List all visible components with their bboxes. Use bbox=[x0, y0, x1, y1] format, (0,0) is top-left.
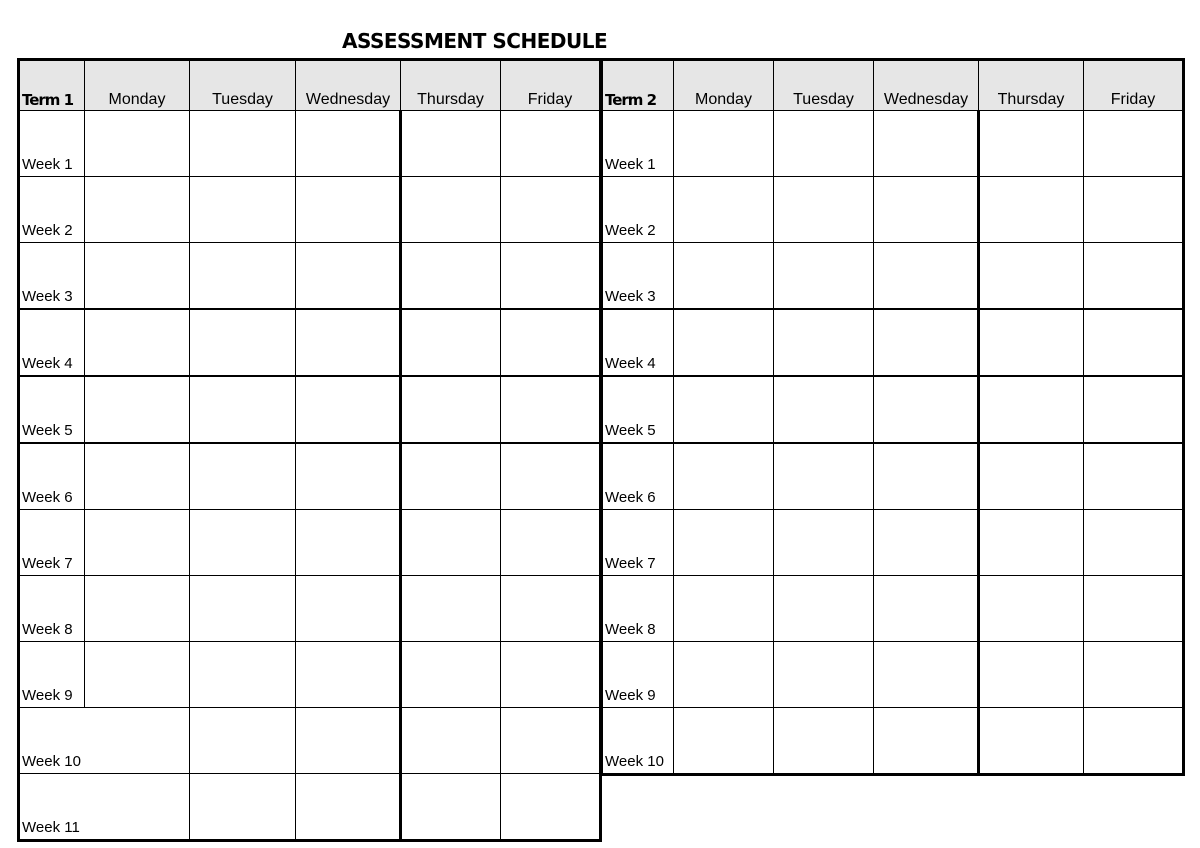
schedule-cell[interactable] bbox=[501, 576, 601, 642]
schedule-cell[interactable] bbox=[296, 376, 401, 443]
week-label: Week 4 bbox=[19, 309, 85, 376]
schedule-cell[interactable] bbox=[674, 443, 774, 510]
schedule-cell[interactable] bbox=[501, 243, 601, 310]
term-1-day-friday: Friday bbox=[501, 60, 601, 111]
term-2-day-friday: Friday bbox=[1084, 60, 1184, 111]
schedule-cell[interactable] bbox=[501, 708, 601, 774]
schedule-cell[interactable] bbox=[85, 309, 190, 376]
schedule-cell[interactable] bbox=[774, 243, 874, 310]
week-label: Week 6 bbox=[602, 443, 674, 510]
table-row bbox=[19, 642, 601, 708]
table-row bbox=[19, 309, 601, 376]
schedule-cell[interactable] bbox=[674, 642, 774, 708]
schedule-cell[interactable] bbox=[401, 111, 501, 177]
schedule-cell[interactable] bbox=[401, 243, 501, 310]
schedule-cell[interactable] bbox=[979, 177, 1084, 243]
week-label: Week 6 bbox=[19, 443, 85, 510]
week-label: Week 3 bbox=[602, 243, 674, 310]
schedule-cell[interactable] bbox=[85, 111, 190, 177]
week-label: Week 3 bbox=[19, 243, 85, 310]
schedule-cell[interactable] bbox=[979, 576, 1084, 642]
term-1-day-monday: Monday bbox=[85, 60, 190, 111]
schedule-cell[interactable] bbox=[1084, 510, 1184, 576]
schedule-cell[interactable] bbox=[296, 510, 401, 576]
term-1-day-thursday: Thursday bbox=[401, 60, 501, 111]
schedule-cell[interactable] bbox=[190, 642, 296, 708]
schedule-cell[interactable] bbox=[874, 309, 979, 376]
week-label: Week 7 bbox=[602, 510, 674, 576]
week-label: Week 8 bbox=[602, 576, 674, 642]
week-label: Week 2 bbox=[19, 177, 85, 243]
schedule-cell[interactable] bbox=[296, 243, 401, 310]
schedule-cell[interactable] bbox=[85, 510, 190, 576]
schedule-cell[interactable] bbox=[1084, 376, 1184, 443]
table-row bbox=[19, 708, 601, 774]
schedule-cell[interactable] bbox=[501, 376, 601, 443]
schedule-cell[interactable] bbox=[979, 642, 1084, 708]
table-row bbox=[19, 510, 601, 576]
week-label: Week 2 bbox=[602, 177, 674, 243]
schedule-cell[interactable] bbox=[674, 243, 774, 310]
schedule-cell[interactable] bbox=[874, 642, 979, 708]
schedule-cell[interactable] bbox=[85, 576, 190, 642]
schedule-cell[interactable] bbox=[501, 309, 601, 376]
schedule-cell[interactable] bbox=[1084, 243, 1184, 310]
schedule-cell[interactable] bbox=[190, 111, 296, 177]
schedule-cell[interactable] bbox=[296, 111, 401, 177]
schedule-cell[interactable] bbox=[874, 510, 979, 576]
schedule-cell[interactable] bbox=[501, 642, 601, 708]
schedule-cell[interactable] bbox=[501, 774, 601, 841]
term-1-day-wednesday: Wednesday bbox=[296, 60, 401, 111]
schedule-cell[interactable] bbox=[401, 177, 501, 243]
schedule-cell[interactable] bbox=[1084, 443, 1184, 510]
term-2-day-monday: Monday bbox=[674, 60, 774, 111]
table-row bbox=[19, 376, 601, 443]
table-row bbox=[602, 309, 1184, 376]
schedule-cell[interactable] bbox=[401, 642, 501, 708]
table-row bbox=[602, 443, 1184, 510]
schedule-cell[interactable] bbox=[774, 576, 874, 642]
schedule-cell[interactable] bbox=[501, 510, 601, 576]
schedule-cell[interactable] bbox=[190, 576, 296, 642]
schedule-cell[interactable] bbox=[501, 443, 601, 510]
schedule-cell[interactable] bbox=[774, 111, 874, 177]
schedule-cell[interactable] bbox=[1084, 177, 1184, 243]
term-2-day-tuesday: Tuesday bbox=[774, 60, 874, 111]
schedule-cell[interactable] bbox=[774, 642, 874, 708]
schedule-cell[interactable] bbox=[190, 443, 296, 510]
schedule-cell[interactable] bbox=[1084, 576, 1184, 642]
week-label: Week 10 bbox=[602, 708, 674, 775]
schedule-cell[interactable] bbox=[674, 708, 774, 775]
schedule-cell[interactable] bbox=[979, 111, 1084, 177]
schedule-cell[interactable] bbox=[85, 642, 190, 708]
schedule-cell[interactable] bbox=[979, 376, 1084, 443]
schedule-cell[interactable] bbox=[979, 708, 1084, 775]
page-title: ASSESSMENT SCHEDULE bbox=[342, 29, 608, 53]
schedule-cell[interactable] bbox=[874, 376, 979, 443]
schedule-cell[interactable] bbox=[774, 309, 874, 376]
schedule-cell[interactable] bbox=[674, 510, 774, 576]
schedule-cell[interactable] bbox=[296, 309, 401, 376]
schedule-cell[interactable] bbox=[774, 510, 874, 576]
schedule-cell[interactable] bbox=[674, 177, 774, 243]
table-row bbox=[602, 642, 1184, 708]
schedule-cell[interactable] bbox=[401, 443, 501, 510]
term-1-header-row bbox=[19, 60, 601, 111]
schedule-cell[interactable] bbox=[979, 443, 1084, 510]
schedule-cell[interactable] bbox=[401, 708, 501, 774]
schedule-cell[interactable] bbox=[401, 576, 501, 642]
schedule-cell[interactable] bbox=[774, 708, 874, 775]
schedule-cell[interactable] bbox=[296, 708, 401, 774]
term-1-label: Term 1 bbox=[19, 60, 85, 111]
schedule-cell[interactable] bbox=[85, 376, 190, 443]
week-label: Week 1 bbox=[602, 111, 674, 177]
schedule-cell[interactable] bbox=[501, 111, 601, 177]
week-label: Week 1 bbox=[19, 111, 85, 177]
schedule-cell[interactable] bbox=[296, 443, 401, 510]
schedule-cell[interactable] bbox=[501, 177, 601, 243]
schedule-cell[interactable] bbox=[874, 443, 979, 510]
week-label: Week 9 bbox=[19, 642, 85, 708]
schedule-cell[interactable] bbox=[190, 774, 296, 841]
table-row bbox=[602, 376, 1184, 443]
schedule-cell[interactable] bbox=[190, 309, 296, 376]
schedule-cell[interactable] bbox=[1084, 708, 1184, 775]
schedule-cell[interactable] bbox=[296, 774, 401, 841]
schedule-cell[interactable] bbox=[774, 443, 874, 510]
table-row bbox=[602, 510, 1184, 576]
schedule-cell[interactable] bbox=[774, 177, 874, 243]
schedule-cell[interactable] bbox=[401, 376, 501, 443]
schedule-cell[interactable] bbox=[401, 774, 501, 841]
schedule-cell[interactable] bbox=[979, 510, 1084, 576]
schedule-cell[interactable] bbox=[979, 243, 1084, 310]
table-row bbox=[602, 177, 1184, 243]
term-1-table bbox=[17, 58, 602, 842]
schedule-cell[interactable] bbox=[190, 510, 296, 576]
schedule-cell[interactable] bbox=[1084, 111, 1184, 177]
schedule-cell[interactable] bbox=[85, 243, 190, 310]
schedule-cell[interactable] bbox=[874, 576, 979, 642]
schedule-cell[interactable] bbox=[85, 177, 190, 243]
schedule-cell[interactable] bbox=[1084, 642, 1184, 708]
schedule-cell[interactable] bbox=[85, 443, 190, 510]
week-label: Week 7 bbox=[19, 510, 85, 576]
schedule-cell[interactable] bbox=[190, 376, 296, 443]
term-2-day-wednesday: Wednesday bbox=[874, 60, 979, 111]
schedule-cell[interactable] bbox=[674, 576, 774, 642]
table-row bbox=[19, 243, 601, 310]
term-2-header-row bbox=[602, 60, 1184, 111]
table-row bbox=[19, 111, 601, 177]
table-row bbox=[19, 576, 601, 642]
table-row bbox=[19, 774, 601, 841]
table-row bbox=[19, 177, 601, 243]
week-label: Week 5 bbox=[19, 376, 85, 443]
table-row bbox=[602, 243, 1184, 310]
schedule-cell[interactable] bbox=[190, 177, 296, 243]
table-row bbox=[19, 443, 601, 510]
term-1-day-tuesday: Tuesday bbox=[190, 60, 296, 111]
schedule-cell[interactable] bbox=[874, 243, 979, 310]
schedule-cell[interactable] bbox=[774, 376, 874, 443]
table-row bbox=[602, 576, 1184, 642]
week-label: Week 10 bbox=[19, 708, 190, 774]
schedule-cell[interactable] bbox=[401, 309, 501, 376]
schedule-cell[interactable] bbox=[874, 111, 979, 177]
week-label: Week 4 bbox=[602, 309, 674, 376]
schedule-cell[interactable] bbox=[190, 243, 296, 310]
week-label: Week 8 bbox=[19, 576, 85, 642]
term-2-day-thursday: Thursday bbox=[979, 60, 1084, 111]
schedule-cell[interactable] bbox=[190, 708, 296, 774]
schedule-cell[interactable] bbox=[401, 510, 501, 576]
schedule-cell[interactable] bbox=[296, 177, 401, 243]
week-label: Week 11 bbox=[19, 774, 190, 841]
schedule-cell[interactable] bbox=[674, 309, 774, 376]
term-2-table bbox=[600, 58, 1185, 776]
schedule-cell[interactable] bbox=[1084, 309, 1184, 376]
term-2-label: Term 2 bbox=[602, 60, 674, 111]
schedule-cell[interactable] bbox=[874, 177, 979, 243]
table-row bbox=[602, 708, 1184, 775]
table-row bbox=[602, 111, 1184, 177]
schedule-cell[interactable] bbox=[874, 708, 979, 775]
schedule-cell[interactable] bbox=[674, 376, 774, 443]
schedule-cell[interactable] bbox=[296, 576, 401, 642]
schedule-cell[interactable] bbox=[674, 111, 774, 177]
week-label: Week 9 bbox=[602, 642, 674, 708]
schedule-cell[interactable] bbox=[979, 309, 1084, 376]
week-label: Week 5 bbox=[602, 376, 674, 443]
schedule-cell[interactable] bbox=[296, 642, 401, 708]
